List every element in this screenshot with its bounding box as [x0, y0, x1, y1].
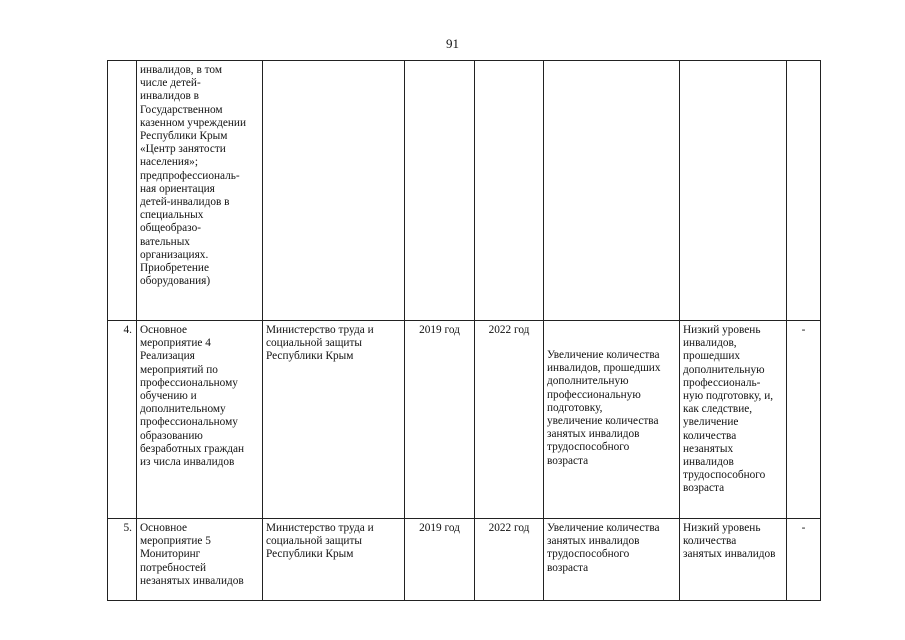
measure-name-cell — [137, 519, 263, 601]
row-number-cell: 4. — [108, 321, 137, 519]
measures-table — [107, 60, 821, 601]
executor: Министерство труда и социальной защиты Республики Крым — [266, 522, 374, 561]
link-cell: - — [787, 519, 821, 601]
executor-cell — [263, 519, 405, 601]
start-year-cell: 2019 год — [405, 321, 475, 519]
table-row — [108, 321, 821, 519]
executor: Министерство труда и социальной защиты Республики Крым — [266, 324, 374, 363]
consequence-cell — [680, 61, 787, 321]
row-number-cell: 5. — [108, 519, 137, 601]
table-row — [108, 519, 821, 601]
measure-name-cell — [137, 61, 263, 321]
end-year-cell — [475, 61, 544, 321]
start-year-cell: 2019 год — [405, 519, 475, 601]
consequence: Низкий уровень количества занятых инвалидов — [683, 522, 776, 561]
expected-result-cell — [544, 519, 680, 601]
end-year-cell: 2022 год — [475, 519, 544, 601]
consequence-cell — [680, 519, 787, 601]
measure-name: Основное мероприятие 5 Мониторинг потребностей незанятых инвалидов — [140, 522, 244, 587]
executor-cell — [263, 321, 405, 519]
measure-name: инвалидов, в том числе детей- инвалидов в Государственном казенном учреждении Республики Крым «Центр занятости населения»; предпрофессиональ- ная ориентация детей-инвалидов в специальных общеобразо- вательных организациях. Приобретение оборудования) — [140, 64, 247, 288]
link-cell — [787, 61, 821, 321]
table-row — [108, 61, 821, 321]
expected-result: Увеличение количества инвалидов, прошедших дополнительную профессиональную подготовку, увеличение количества занятых инвалидов трудоспособного возраста — [547, 349, 661, 467]
expected-result-cell — [544, 61, 680, 321]
expected-result-cell — [544, 321, 680, 519]
executor-cell — [263, 61, 405, 321]
end-year-cell: 2022 год — [475, 321, 544, 519]
expected-result: Увеличение количества занятых инвалидов трудоспособного возраста — [547, 522, 660, 574]
measure-name-cell — [137, 321, 263, 519]
consequence: Низкий уровень инвалидов, прошедших дополнительную профессиональ- ную подготовку, и, как следствие, увеличение количества незанятых инвалидов трудоспособного возраста — [683, 324, 774, 495]
measure-name: Основное мероприятие 4 Реализация мероприятий по профессиональному обучению и дополнительному профессиональному образованию безработных граждан из числа инвалидов — [140, 324, 245, 469]
row-number-cell — [108, 61, 137, 321]
consequence-cell — [680, 321, 787, 519]
start-year-cell — [405, 61, 475, 321]
page-number: 91 — [446, 36, 459, 51]
link-cell: - — [787, 321, 821, 519]
